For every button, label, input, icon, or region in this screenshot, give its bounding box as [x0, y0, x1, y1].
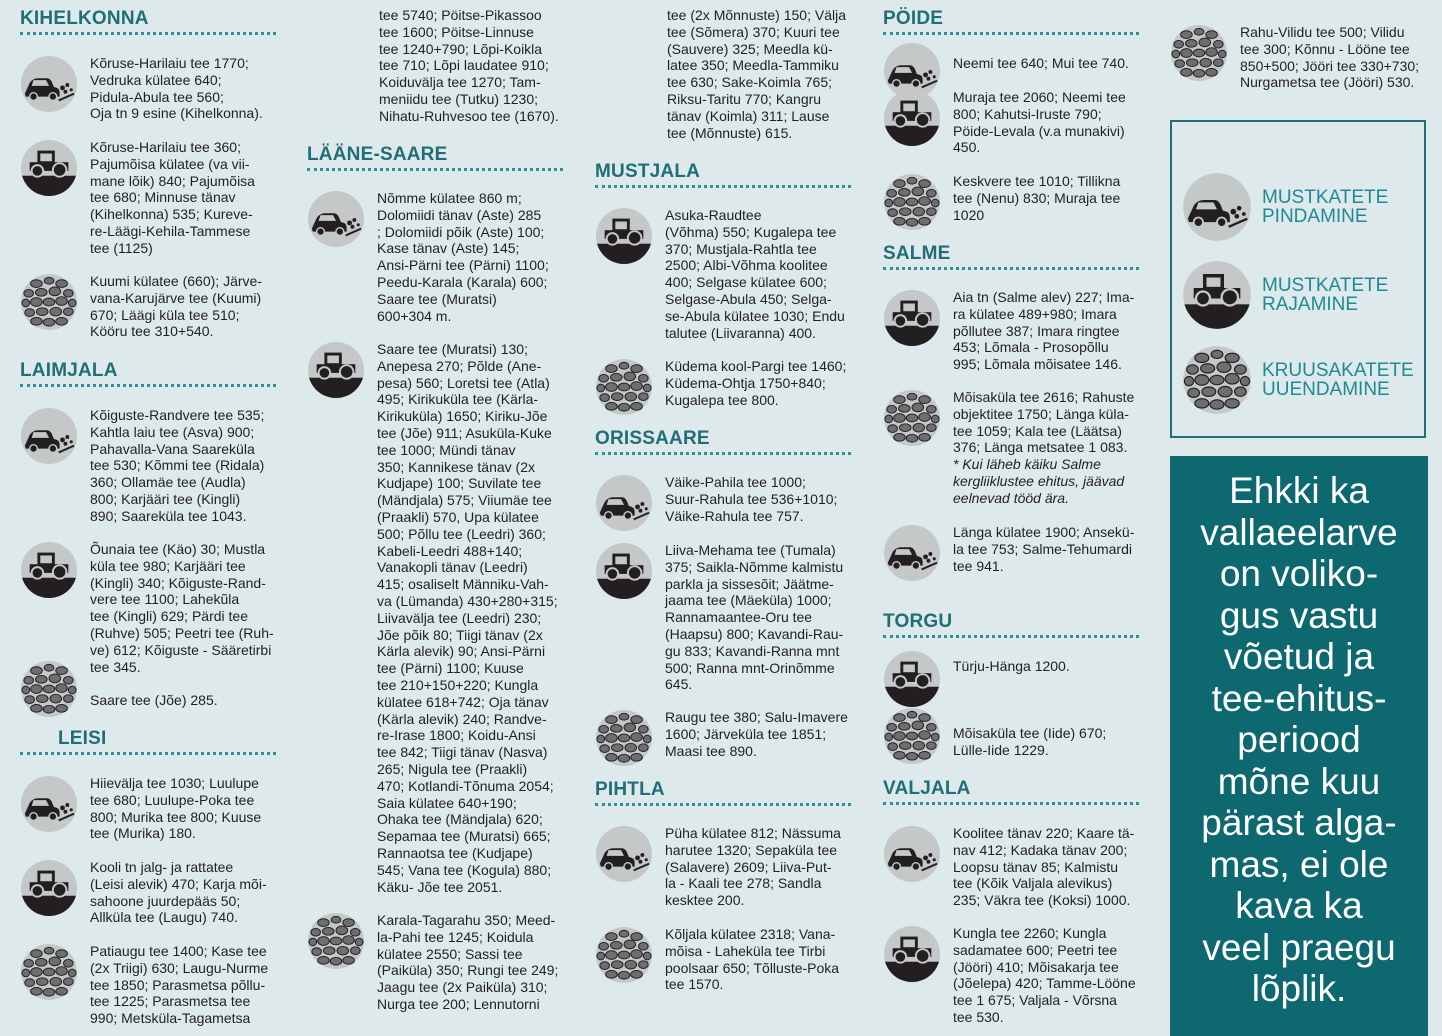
entry-mustjala-gravel [595, 358, 846, 416]
road-list: Muraja tee 2060; Neemi tee 800; Kahutsi-Iruste 790; Pöide-Levala (v.a munakivi) 450. [953, 89, 1126, 156]
tractor-icon [883, 289, 941, 347]
road-list: Saare tee (Jõe) 285. [90, 692, 218, 708]
entry-valjala-gravel [1170, 24, 1419, 91]
section-divider [307, 168, 563, 171]
road-list: Püha külatee 812; Nässuma harutee 1320; Sepaküla tee (Salavere) 2609; Liiva-Put- la - Kaali tee 278; Sandla kesktee 200. [665, 825, 841, 909]
entry-orissaare-building [595, 542, 843, 693]
entry-laane-saare-paving [307, 190, 549, 324]
paving-icon [20, 775, 78, 833]
road-list: Kõiguste-Randvere tee 535; Kahtla laiu tee (Asva) 900; Pahavalla-Vana Saareküla tee 530; Kõmmi tee (Ridala) 360; Ollamäe tee (Audla) 800; Karjääri tee (Kingli) 890; Saareküla tee 1043. [90, 407, 265, 524]
road-list: Türju-Hänga 1200. [953, 658, 1070, 674]
tractor-icon [20, 859, 78, 917]
road-list: Kungla tee 2260; Kungla sadamatee 600; Peetri tee (Jööri) 410; Mõisakarja tee (Jõelepa) 420; Tamme-Lööne tee 1 675; Valjala - Võrsna tee 530. [953, 925, 1136, 1025]
entry-leisi-gravel [20, 943, 268, 1027]
road-list: Neemi tee 640; Mui tee 740. [953, 55, 1129, 71]
tractor-icon [595, 207, 653, 265]
road-list-continued: tee (2x Mõnnuste) 150; Välja tee (Sõmera) 370; Kuuri tee (Sauvere) 325; Meedla kü- latee 350; Meedla-Tammiku tee 630; Sake-Koimla 765; Riksu-Taritu 770; Kangru tänav (Koimla) 311; Lause tee (Mõnnuste) 615. [667, 7, 846, 141]
section-divider [20, 32, 276, 35]
entry-laimjala-paving [20, 407, 264, 525]
gravel-icon [1170, 24, 1228, 82]
road-list: Kooli tn jalg- ja rattatee (Leisi alevik) 470; Karja mõi- sahoone juurdepääs 50; Allküla tee (Laugu) 740. [90, 859, 267, 926]
road-list: Mõisaküla tee (Iide) 670; Lülle-Iide 1229. [953, 725, 1107, 758]
section-divider [883, 802, 1139, 805]
road-list-continued: tee 5740; Pöitse-Pikassoo tee 1600; Pöitse-Linnuse tee 1240+790; Lõpi-Koikla tee 710; Lõpi laudatee 910; Koiduvälja tee 1270; Tam- meniidu tee (Tutku) 1230; Nihatu-Ruhvesoo tee (1670). [379, 7, 559, 124]
section-divider [595, 185, 851, 188]
paving-icon [595, 825, 653, 883]
legend-item-gravel [1182, 345, 1414, 415]
tractor-icon [595, 542, 653, 600]
paving-icon [595, 474, 653, 532]
entry-orissaare-paving [595, 474, 837, 532]
entry-kihelkonna-paving [20, 55, 263, 122]
paving-icon [883, 825, 941, 883]
section-title-valjala: VALJALA [883, 778, 971, 799]
road-list: Kuumi külatee (660); Järve- vana-Karujärve tee (Kuumi) 670; Läägi küla tee 510; Kööru tee 310+540. [90, 273, 262, 340]
entry-laane-saare-gravel [307, 912, 558, 1013]
road-list: Patiaugu tee 1400; Kase tee (2x Triigi) 630; Laugu-Nurme tee 1850; Parasmetsa põllu- tee 1225; Parasmetsa tee 990; Metsküla-Tagametsa [90, 943, 269, 1027]
section-title-poide: PÖIDE [883, 8, 944, 29]
legend-label: KRUUSAKATETE UUENDAMINE [1262, 360, 1414, 400]
entry-mustjala-building [595, 207, 845, 341]
paving-icon [307, 190, 365, 248]
road-list: Raugu tee 380; Salu-Imavere 1600; Järveküla tee 1851; Maasi tee 890. [665, 709, 848, 759]
section-divider [883, 635, 1139, 638]
road-list: Asuka-Raudtee (Võhma) 550; Kugalepa tee 370; Mustjala-Rahtla tee 2500; Albi-Võhma koolitee 400; Selgase külatee 600; Selgase-Abula 450; Selga- se-Abula külatee 1030; Endu talutee (Liivaranna) 400. [665, 207, 845, 341]
legend-item-paving [1182, 172, 1388, 242]
section-title-leisi: LEISI [58, 728, 107, 749]
entry-poide-gravel [883, 173, 1120, 231]
entry-torgu-gravel [883, 707, 1106, 765]
gravel-icon [883, 173, 941, 231]
gravel-icon [307, 912, 365, 970]
road-list: Saare tee (Muratsi) 130; Anepesa 270; Põlde (Ane- pesa) 560; Loretsi tee (Atla) 495; Kirikuküla tee (Kärla- Kirikuküla) 1650; Kiriku-Jõe tee (Jõe) 911; Asuküla-Kuke tee 1000; Mündi tänav 350; Kannikese tänav (2x Kudjape) 100; Suvilate tee (Mändjala) 575; Viiumäe tee (Praakli) 570, Upa külatee 500; Põllu tee (Leedri) 360; Kabeli-Leedri 488+140; Vanakopli tänav (Leedri) 415; osaliselt Männiku-Vah- va (Lümanda) 430+280+315; Liivavälja tee (Leedri) 230; Jõe põik 80; Tiigi tänav (2x Kärla alevik) 90; Ansi-Pärni tee (Pärni) 1100; Kuuse tee 210+150+220; Kungla külatee 618+742; Oja tänav (Kärla alevik) 240; Randve- re-Irase 1800; Koidu-Ansi tee 842; Tiigi tänav (Nasva) 265; Nigula tee (Praakli) 470; Kotlandi-Tõnuma 2054; Saia külatee 640+190; Ohaka tee (Mändjala) 620; Sepamaa tee (Muratsi) 665; Rannaotsa tee (Kudjape) 545; Vana tee (Kogula) 880; Käku- Jõe tee 2051. [377, 341, 558, 895]
entry-pihtla-paving [595, 825, 841, 909]
section-title-kihelkonna: KIHELKONNA [20, 8, 149, 29]
entry-pihtla-gravel [595, 926, 839, 993]
legend-label: MUSTKATETE RAJAMINE [1262, 275, 1389, 315]
section-title-orissaare: ORISSAARE [595, 428, 710, 449]
entry-valjala-building [883, 925, 1136, 1026]
paving-icon [20, 407, 78, 465]
entry-leisi-building [20, 859, 267, 926]
road-list: Länga külatee 1900; Ansekü- la tee 753; Salme-Tehumardi tee 941. [953, 524, 1135, 574]
section-title-laane-saare: LÄÄNE-SAARE [307, 144, 448, 165]
road-list: Mõisaküla tee 2616; Rahuste objektitee 1750; Länga küla- tee 1059; Kala tee (Läätsa) 376; Länga metsatee 1 083. [953, 389, 1135, 456]
gravel-icon [883, 389, 941, 447]
tractor-icon [307, 341, 365, 399]
legend-item-building [1182, 260, 1388, 330]
legend-label: MUSTKATETE PINDAMINE [1262, 187, 1389, 227]
section-title-mustjala: MUSTJALA [595, 161, 701, 182]
entry-salme-building [883, 289, 1134, 373]
road-list: Aia tn (Salme alev) 227; Ima- ra külatee 489+980; Imara põllutee 387; Imara ringtee 453; Lõmala - Prosopõllu 995; Lõmala mõisatee 146. [953, 289, 1135, 373]
paving-icon [20, 55, 78, 113]
entry-torgu-building [883, 650, 1070, 708]
road-list: Koolitee tänav 220; Kaare tä- nav 412; Kadaka tänav 200; Loopsu tänav 85; Kalmistu tee (Kõik Valjala alevikus) 235; Väkra tee (Koksi) 1000. [953, 825, 1135, 909]
gravel-icon [883, 707, 941, 765]
section-title-pihtla: PIHTLA [595, 779, 665, 800]
road-list: Keskvere tee 1010; Tillikna tee (Nenu) 830; Muraja tee 1020 [953, 173, 1121, 223]
road-list: Kõljala külatee 2318; Vana- mõisa - Laheküla tee Tirbi poolsaar 650; Tõlluste-Poka tee 1570. [665, 926, 840, 993]
section-title-salme: SALME [883, 243, 951, 264]
gravel-icon [20, 660, 78, 718]
road-list: Hiievälja tee 1030; Luulupe tee 680; Luulupe-Poka tee 800; Murika tee 800; Kuuse tee (Murika) 180. [90, 775, 262, 842]
road-list: Nõmme külatee 860 m; Dolomiidi tänav (Aste) 285 ; Dolomiidi põik (Aste) 100; Kase tänav (Aste) 145; Ansi-Pärni tee (Pärni) 1100; Peedu-Karala (Karala) 600; Saare tee (Muratsi) 600+304 m. [377, 190, 549, 324]
footnote: * Kui läheb käiku Salme kergliiklustee ehitus, jäävad eelnevad tööd ära. [953, 456, 1125, 506]
entry-laimjala-gravel [20, 660, 218, 718]
entry-kihelkonna-building [20, 139, 255, 257]
road-list: Kõruse-Harilaiu tee 360; Pajumõisa külatee (va vii- mane lõik) 840; Pajumõisa tee 680; Minnuse tänav (Kihelkonna) 535; Kureve- re-Läägi-Kehila-Tammese tee (1125) [90, 139, 255, 256]
road-list: Liiva-Mehama tee (Tumala) 375; Saikla-Nõmme kalmistu parkla ja sissesõit; Jäätme- jaama tee (Mäeküla) 1000; Rannamaantee-Oru tee (Haapsu) 800; Kavandi-Rau- gu 833; Kavandi-Ranna mnt 500; Ranna mnt-Orinõmme 645. [665, 542, 844, 693]
gravel-icon [595, 709, 653, 767]
tractor-icon [883, 925, 941, 983]
entry-kihelkonna-gravel [20, 273, 262, 340]
section-title-laimjala: LAIMJALA [20, 360, 118, 381]
section-divider [20, 384, 276, 387]
tractor-icon [883, 650, 941, 708]
entry-orissaare-gravel [595, 709, 848, 767]
section-divider [883, 32, 1139, 35]
entry-poide-building [883, 89, 1126, 156]
road-list: Väike-Pahila tee 1000; Suur-Rahula tee 536+1010; Väike-Rahula tee 757. [665, 474, 838, 524]
gravel-icon [20, 943, 78, 1001]
section-divider [595, 452, 851, 455]
entry-laimjala-building [20, 541, 274, 675]
section-divider [883, 267, 1139, 270]
paving-icon [1182, 172, 1252, 242]
section-divider [595, 803, 851, 806]
section-divider [20, 752, 276, 755]
paving-icon [883, 524, 941, 582]
gravel-icon [1182, 345, 1252, 415]
entry-leisi-paving [20, 775, 261, 842]
tractor-icon [20, 541, 78, 599]
entry-salme-paving [883, 524, 1134, 582]
road-list: Rahu-Vilidu tee 500; Vilidu tee 300; Kõnnu - Lööne tee 850+500; Jööri tee 330+730; Nurgametsa tee (Jööri) 530. [1240, 24, 1420, 91]
entry-laane-saare-building [307, 341, 558, 895]
tractor-icon [20, 139, 78, 197]
road-list: Küdema kool-Pargi tee 1460; Küdema-Ohtja 1750+840; Kugalepa tee 800. [665, 358, 847, 408]
tractor-icon [1182, 260, 1252, 330]
road-list: Õunaia tee (Käo) 30; Mustla küla tee 980; Karjääri tee (Kingli) 340; Kõiguste-Rand- vere tee 1100; Lahekũla tee (Kingli) 629; Pärdi tee (Ruhve) 505; Peetri tee (Ruh- ve) 612; Kõiguste - Sääretirbi tee 345. [90, 541, 274, 675]
entry-salme-gravel [883, 389, 1134, 507]
highlight-panel: Ehkki ka vallaeelarve on voliko- gus vastu võetud ja tee-ehitus- periood mõne kuu pärast alga- mas, ei ole kava ka veel praegu lõplik. [1170, 456, 1428, 1036]
road-list: Kõruse-Harilaiu tee 1770; Vedruka külatee 640; Pidula-Abula tee 560; Oja tn 9 esine (Kihelkonna). [90, 55, 263, 122]
road-list: Karala-Tagarahu 350; Meed- la-Pahi tee 1245; Koidula külatee 2550; Sassi tee (Paiküla) 350; Rungi tee 249; Jaagu tee (2x Paiküla) 310; Nurga tee 200; Lennutorni [377, 912, 559, 1012]
gravel-icon [595, 358, 653, 416]
entry-valjala-paving [883, 825, 1134, 909]
gravel-icon [20, 273, 78, 331]
tractor-icon [883, 89, 941, 147]
gravel-icon [595, 926, 653, 984]
section-title-torgu: TORGU [883, 611, 953, 632]
legend-box [1170, 120, 1426, 438]
